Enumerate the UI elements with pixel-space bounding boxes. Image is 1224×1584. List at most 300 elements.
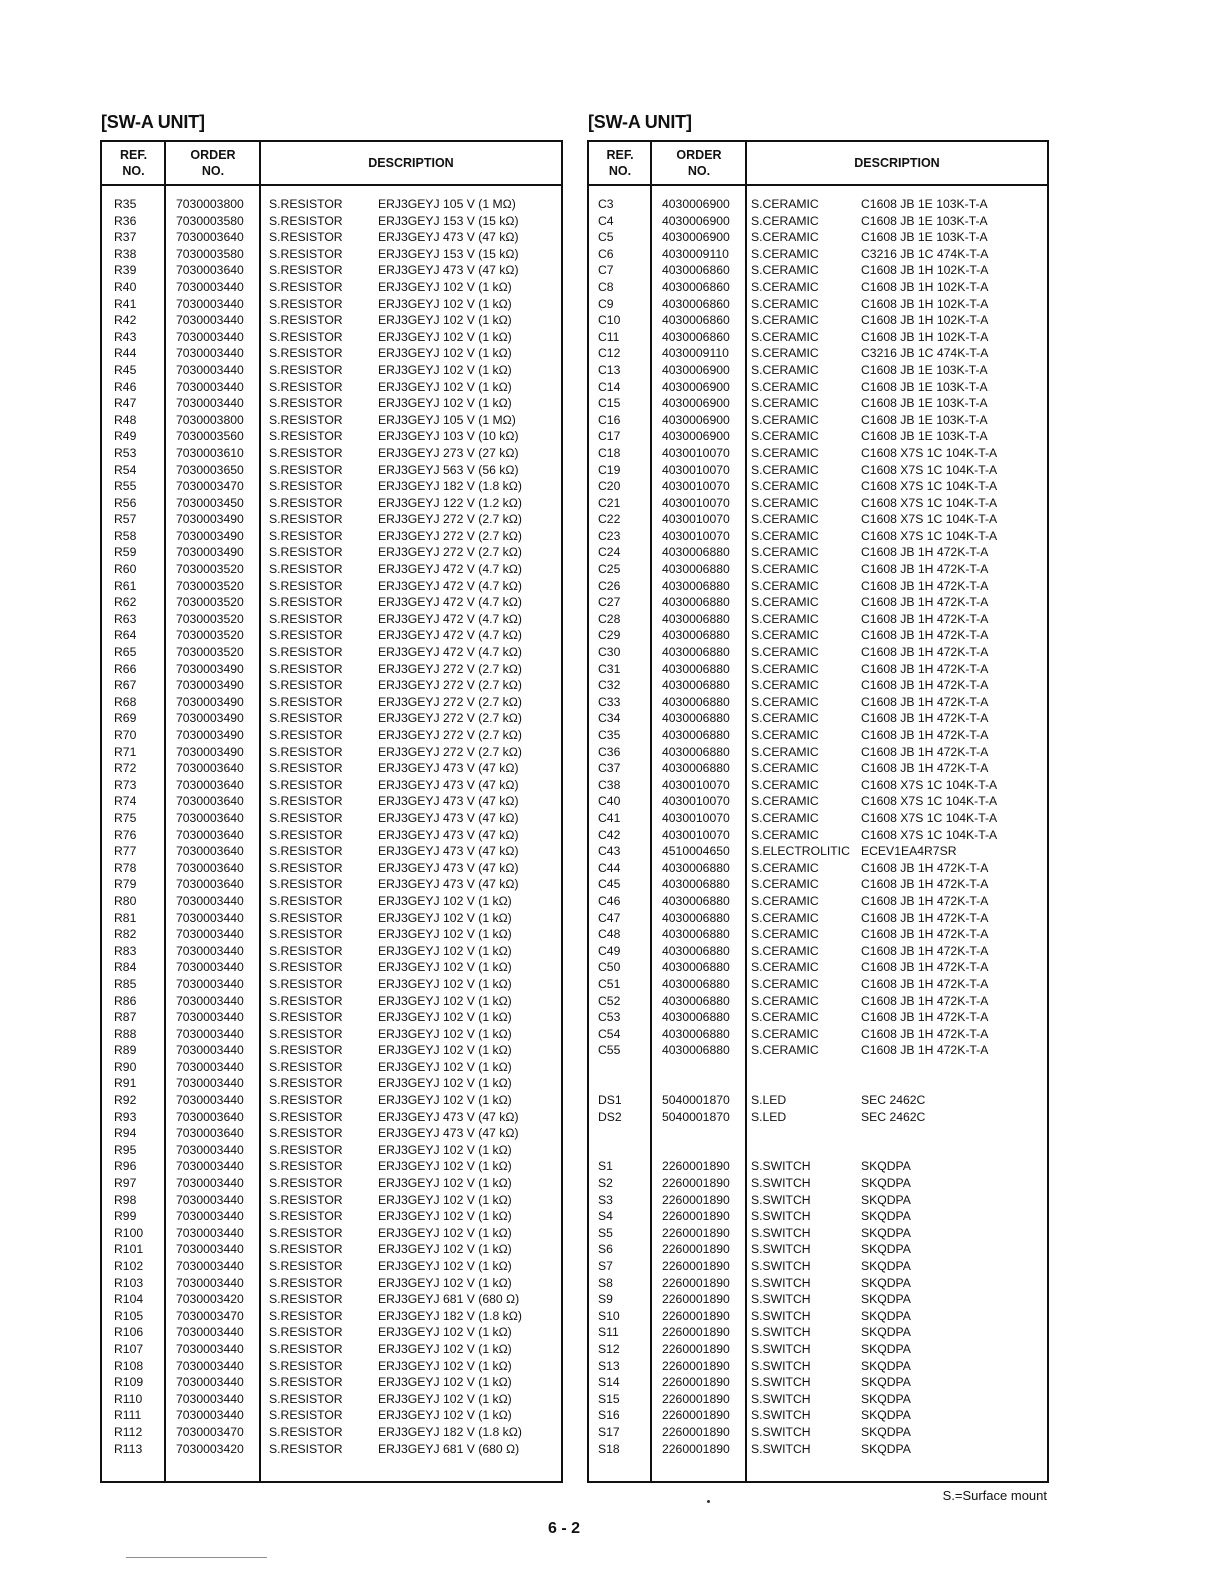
part-number-cell: SKQDPA [861, 1242, 911, 1257]
part-number-cell: C1608 JB 1E 103K-T-A [861, 213, 988, 228]
table-row [102, 578, 561, 595]
left-ref-header-line2: NO. [122, 164, 145, 178]
table-row [589, 976, 1047, 993]
part-number-cell: ERJ3GEYJ 102 V (1 kΩ) [378, 1142, 512, 1157]
type-cell: S.CERAMIC [751, 429, 819, 444]
type-cell: S.CERAMIC [751, 313, 819, 328]
ref-no-cell: C37 [598, 761, 621, 776]
order-no-cell: 4030006880 [662, 694, 730, 709]
table-row [589, 462, 1047, 479]
part-number-cell: ERJ3GEYJ 102 V (1 kΩ) [378, 1341, 512, 1356]
table-row [102, 196, 561, 213]
type-cell: S.CERAMIC [751, 230, 819, 245]
ref-no-cell: C19 [598, 462, 621, 477]
table-row [589, 1042, 1047, 1059]
order-no-cell: 7030003470 [176, 1308, 244, 1323]
type-cell: S.CERAMIC [751, 1010, 819, 1025]
part-number-cell: SKQDPA [861, 1192, 911, 1207]
table-row [102, 1258, 561, 1275]
table-row [589, 777, 1047, 794]
type-cell: S.RESISTOR [269, 1076, 343, 1091]
part-number-cell: SKQDPA [861, 1375, 911, 1390]
order-no-cell: 4030010070 [662, 794, 730, 809]
ref-no-cell: C54 [598, 1026, 621, 1041]
part-number-cell: SKQDPA [861, 1275, 911, 1290]
type-cell: S.CERAMIC [751, 528, 819, 543]
type-cell: S.RESISTOR [269, 1275, 343, 1290]
table-row [589, 744, 1047, 761]
order-no-cell: 2260001890 [662, 1358, 730, 1373]
table-row [589, 1026, 1047, 1043]
left-table-header [102, 142, 561, 186]
table-row [102, 727, 561, 744]
order-no-cell: 7030003440 [176, 1176, 244, 1191]
order-no-cell: 2260001890 [662, 1275, 730, 1290]
type-cell: S.RESISTOR [269, 1159, 343, 1174]
right-order-header-line1: ORDER [676, 148, 722, 162]
ref-no-cell: R59 [114, 545, 137, 560]
ref-no-cell: C52 [598, 993, 621, 1008]
type-cell: S.RESISTOR [269, 197, 343, 211]
type-cell: S.RESISTOR [269, 611, 343, 626]
type-cell: S.RESISTOR [269, 877, 343, 892]
table-row [589, 910, 1047, 927]
part-number-cell: ERJ3GEYJ 102 V (1 kΩ) [378, 1093, 512, 1108]
type-cell: S.CERAMIC [751, 993, 819, 1008]
table-row [102, 1142, 561, 1159]
order-no-cell: 7030003420 [176, 1292, 244, 1307]
order-no-cell: 7030003490 [176, 678, 244, 693]
part-number-cell: C1608 X7S 1C 104K-T-A [861, 827, 998, 842]
part-number-cell: SKQDPA [861, 1225, 911, 1240]
order-no-cell: 7030003650 [176, 462, 244, 477]
order-no-cell: 2260001890 [662, 1209, 730, 1224]
type-cell: S.CERAMIC [751, 595, 819, 610]
ref-no-cell: C7 [598, 263, 614, 278]
ref-no-cell: R104 [114, 1292, 144, 1307]
part-number-cell: ERJ3GEYJ 102 V (1 kΩ) [378, 1242, 512, 1257]
type-cell: S.RESISTOR [269, 645, 343, 660]
right-ref-header-line2: NO. [608, 164, 632, 178]
ref-no-cell: R100 [114, 1225, 144, 1240]
order-no-cell: 7030003440 [176, 1043, 244, 1058]
order-no-cell: 7030003440 [176, 976, 244, 991]
part-number-cell: C1608 JB 1H 472K-T-A [861, 1026, 989, 1041]
table-row [102, 528, 561, 545]
table-row [589, 760, 1047, 777]
part-number-cell: C1608 JB 1H 472K-T-A [861, 562, 989, 577]
ref-no-cell: C48 [598, 927, 621, 942]
order-no-cell: 4030009110 [662, 346, 729, 361]
part-number-cell: C1608 JB 1E 103K-T-A [861, 379, 988, 394]
order-no-cell: 4030006880 [662, 993, 730, 1008]
part-number-cell: C1608 JB 1H 472K-T-A [861, 678, 989, 693]
type-cell: S.SWITCH [751, 1159, 811, 1174]
type-cell: S.CERAMIC [751, 728, 819, 742]
type-cell: S.RESISTOR [269, 263, 343, 278]
part-number-cell: C1608 JB 1H 472K-T-A [861, 1010, 989, 1025]
part-number-cell: SKQDPA [861, 1159, 911, 1174]
table-row [102, 1407, 561, 1424]
ref-no-cell: R42 [114, 313, 137, 328]
ref-no-cell: R57 [114, 512, 137, 527]
table-row [102, 312, 561, 329]
right-description-header [747, 142, 1047, 184]
part-number-cell: C1608 JB 1H 472K-T-A [861, 943, 989, 958]
table-row [589, 578, 1047, 595]
ref-no-cell: R45 [114, 362, 137, 377]
table-row [589, 1109, 1047, 1126]
type-cell: S.RESISTOR [269, 1209, 343, 1224]
order-no-cell: 4030006900 [662, 412, 730, 427]
part-number-cell: ERJ3GEYJ 473 V (47 kΩ) [378, 827, 519, 842]
type-cell: S.RESISTOR [269, 728, 343, 742]
ref-no-cell: R98 [114, 1192, 137, 1207]
order-no-cell: 7030003490 [176, 728, 244, 742]
order-no-cell: 4030010070 [662, 479, 730, 494]
ref-no-cell: C38 [598, 777, 621, 792]
part-number-cell: ERJ3GEYJ 272 V (2.7 kΩ) [378, 744, 522, 759]
ref-no-cell: C45 [598, 877, 621, 892]
table-row [102, 710, 561, 727]
type-cell: S.RESISTOR [269, 960, 343, 975]
table-row [102, 661, 561, 678]
table-row [589, 1358, 1047, 1375]
type-cell: S.RESISTOR [269, 462, 343, 477]
order-no-cell: 4030006880 [662, 628, 730, 643]
ref-no-cell: C3 [598, 197, 614, 211]
ref-no-cell: S10 [598, 1308, 620, 1323]
part-number-cell: ERJ3GEYJ 102 V (1 kΩ) [378, 1325, 512, 1340]
part-number-cell: C1608 JB 1H 102K-T-A [861, 263, 989, 278]
order-no-cell: 7030003520 [176, 611, 244, 626]
part-number-cell: ERJ3GEYJ 182 V (1.8 kΩ) [378, 1424, 522, 1439]
type-cell: S.SWITCH [751, 1391, 811, 1406]
order-no-cell: 4030006860 [662, 296, 730, 311]
table-row [102, 777, 561, 794]
type-cell: S.CERAMIC [751, 562, 819, 577]
type-cell: S.RESISTOR [269, 479, 343, 494]
part-number-cell: ERJ3GEYJ 102 V (1 kΩ) [378, 1043, 512, 1058]
part-number-cell: C1608 JB 1H 472K-T-A [861, 711, 989, 726]
ref-no-cell: C24 [598, 545, 621, 560]
type-cell: S.RESISTOR [269, 1176, 343, 1191]
part-number-cell: SKQDPA [861, 1358, 911, 1373]
order-no-cell: 4030006860 [662, 263, 730, 278]
order-no-cell: 7030003440 [176, 960, 244, 975]
table-row [589, 644, 1047, 661]
ref-no-cell: R95 [114, 1142, 137, 1157]
order-no-cell: 7030003640 [176, 263, 244, 278]
ref-no-cell: C4 [598, 213, 614, 228]
ref-no-cell: R69 [114, 711, 137, 726]
table-row [102, 611, 561, 628]
ref-no-cell: C31 [598, 661, 621, 676]
part-number-cell: ERJ3GEYJ 272 V (2.7 kΩ) [378, 512, 522, 527]
type-cell: S.CERAMIC [751, 744, 819, 759]
ref-no-cell: R74 [114, 794, 137, 809]
type-cell: S.CERAMIC [751, 545, 819, 560]
type-cell: S.RESISTOR [269, 694, 343, 709]
order-no-cell: 7030003440 [176, 1159, 244, 1174]
order-no-cell: 7030003440 [176, 927, 244, 942]
ref-no-cell: R113 [114, 1441, 143, 1456]
table-row [102, 1241, 561, 1258]
ref-no-cell: R46 [114, 379, 137, 394]
ref-no-cell: R38 [114, 246, 137, 261]
left-order-header-line1: ORDER [190, 148, 236, 162]
ref-no-cell: R64 [114, 628, 137, 643]
ref-no-cell: R82 [114, 927, 137, 942]
part-number-cell: ERJ3GEYJ 472 V (4.7 kΩ) [378, 645, 522, 660]
part-number-cell: ERJ3GEYJ 102 V (1 kΩ) [378, 1259, 512, 1273]
type-cell: S.RESISTOR [269, 1225, 343, 1240]
type-cell: S.RESISTOR [269, 1093, 343, 1108]
order-no-cell: 2260001890 [662, 1242, 730, 1257]
part-number-cell: ERJ3GEYJ 182 V (1.8 kΩ) [378, 479, 522, 494]
left-order-header [166, 142, 260, 184]
order-no-cell: 7030003440 [176, 1225, 244, 1240]
ref-no-cell: R49 [114, 429, 137, 444]
table-row [589, 843, 1047, 860]
ref-no-cell: C12 [598, 346, 621, 361]
right-table-header [589, 142, 1047, 186]
part-number-cell: ERJ3GEYJ 272 V (2.7 kΩ) [378, 528, 522, 543]
order-no-cell: 4030006880 [662, 595, 730, 610]
order-no-cell: 4030006880 [662, 960, 730, 975]
table-row [589, 1225, 1047, 1242]
page-number: 6 - 2 [548, 1520, 581, 1537]
type-cell: S.CERAMIC [751, 213, 819, 228]
part-number-cell: ERJ3GEYJ 102 V (1 kΩ) [378, 396, 512, 411]
ref-no-cell: R105 [114, 1308, 144, 1323]
order-no-cell: 2260001890 [662, 1159, 730, 1174]
order-no-cell: 7030003800 [176, 412, 244, 427]
part-number-cell: SKQDPA [861, 1325, 911, 1340]
order-no-cell: 7030003470 [176, 479, 244, 494]
left-description-header [261, 142, 561, 184]
type-cell: S.CERAMIC [751, 462, 819, 477]
order-no-cell: 2260001890 [662, 1375, 730, 1390]
type-cell: S.SWITCH [751, 1176, 811, 1191]
part-number-cell: SKQDPA [861, 1176, 911, 1191]
table-row [102, 993, 561, 1010]
order-no-cell: 7030003640 [176, 761, 244, 776]
table-row [102, 910, 561, 927]
table-row [102, 744, 561, 761]
type-cell: S.RESISTOR [269, 1308, 343, 1323]
ref-no-cell: C30 [598, 645, 621, 660]
order-no-cell: 7030003440 [176, 1341, 244, 1356]
ref-no-cell: C21 [598, 495, 621, 510]
type-cell: S.SWITCH [751, 1242, 811, 1257]
table-row [589, 1009, 1047, 1026]
order-no-cell: 4030010070 [662, 462, 730, 477]
part-number-cell: ERJ3GEYJ 102 V (1 kΩ) [378, 1375, 512, 1390]
type-cell: S.RESISTOR [269, 628, 343, 643]
type-cell: S.CERAMIC [751, 943, 819, 958]
order-no-cell: 2260001890 [662, 1325, 730, 1340]
ref-no-cell: C23 [598, 528, 621, 543]
table-row [589, 710, 1047, 727]
ref-no-cell: DS2 [598, 1109, 622, 1124]
type-cell: S.CERAMIC [751, 512, 819, 527]
table-row [102, 843, 561, 860]
order-no-cell: 7030003440 [176, 396, 244, 411]
order-no-cell: 4030006900 [662, 362, 730, 377]
order-no-cell: 7030003440 [176, 1026, 244, 1041]
ref-no-cell: R73 [114, 777, 137, 792]
ref-no-cell: C6 [598, 246, 614, 261]
order-no-cell: 4030006880 [662, 761, 730, 776]
table-row [589, 1341, 1047, 1358]
ref-no-cell: C16 [598, 412, 621, 427]
order-no-cell: 7030003440 [176, 346, 244, 361]
order-no-cell: 4030006880 [662, 661, 730, 676]
order-no-cell: 2260001890 [662, 1259, 730, 1273]
part-number-cell: ERJ3GEYJ 102 V (1 kΩ) [378, 976, 512, 991]
ref-no-cell: R72 [114, 761, 137, 776]
table-row [102, 677, 561, 694]
left-ref-header-line1: REF. [119, 148, 148, 162]
ref-no-cell: R107 [114, 1341, 144, 1356]
type-cell: S.RESISTOR [269, 1043, 343, 1058]
ref-no-cell: S13 [598, 1358, 620, 1373]
ref-no-cell: C51 [598, 976, 621, 991]
table-row [589, 528, 1047, 545]
type-cell: S.CERAMIC [751, 396, 819, 411]
part-number-cell: C1608 JB 1H 472K-T-A [861, 744, 989, 759]
part-number-cell: ERJ3GEYJ 473 V (47 kΩ) [378, 877, 519, 892]
order-no-cell: 7030003420 [176, 1441, 244, 1456]
table-row [102, 1341, 561, 1358]
order-no-cell: 4030006900 [662, 429, 730, 444]
table-row [589, 1075, 1047, 1092]
type-cell: S.CERAMIC [751, 645, 819, 660]
part-number-cell: C1608 JB 1H 472K-T-A [861, 976, 989, 991]
part-number-cell: ERJ3GEYJ 102 V (1 kΩ) [378, 1408, 512, 1423]
left-description-header-label: DESCRIPTION [368, 156, 454, 170]
part-number-cell: C1608 JB 1H 472K-T-A [861, 645, 989, 660]
order-no-cell: 7030003490 [176, 711, 244, 726]
part-number-cell: SKQDPA [861, 1391, 911, 1406]
type-cell: S.RESISTOR [269, 1109, 343, 1124]
order-no-cell: 7030003640 [176, 877, 244, 892]
type-cell: S.RESISTOR [269, 910, 343, 925]
type-cell: S.RESISTOR [269, 1341, 343, 1356]
ref-no-cell: S5 [598, 1225, 613, 1240]
type-cell: S.RESISTOR [269, 1358, 343, 1373]
table-row [589, 694, 1047, 711]
part-number-cell: ERJ3GEYJ 102 V (1 kΩ) [378, 910, 512, 925]
part-number-cell: ERJ3GEYJ 272 V (2.7 kΩ) [378, 678, 522, 693]
table-row [102, 1391, 561, 1408]
type-cell: S.RESISTOR [269, 1375, 343, 1390]
table-row [589, 594, 1047, 611]
type-cell: S.RESISTOR [269, 246, 343, 261]
order-no-cell: 2260001890 [662, 1308, 730, 1323]
ref-no-cell: R94 [114, 1126, 137, 1141]
part-number-cell: C1608 JB 1E 103K-T-A [861, 197, 988, 211]
table-row [102, 279, 561, 296]
order-no-cell: 5040001870 [662, 1109, 730, 1124]
ref-no-cell: R81 [114, 910, 137, 925]
type-cell: S.SWITCH [751, 1358, 811, 1373]
table-row [102, 246, 561, 263]
table-row [102, 1092, 561, 1109]
order-no-cell: 7030003440 [176, 1093, 244, 1108]
type-cell: S.RESISTOR [269, 1026, 343, 1041]
ref-no-cell: R36 [114, 213, 137, 228]
ref-no-cell: S3 [598, 1192, 613, 1207]
ref-no-cell: R101 [114, 1242, 144, 1257]
ref-no-cell: S6 [598, 1242, 613, 1257]
part-number-cell: ERJ3GEYJ 102 V (1 kΩ) [378, 362, 512, 377]
type-cell: S.CERAMIC [751, 362, 819, 377]
part-number-cell: C1608 JB 1H 472K-T-A [861, 927, 989, 942]
order-no-cell: 4030009110 [662, 246, 729, 261]
part-number-cell: ERJ3GEYJ 102 V (1 kΩ) [378, 279, 512, 294]
order-no-cell: 7030003520 [176, 645, 244, 660]
part-number-cell: ERJ3GEYJ 472 V (4.7 kΩ) [378, 611, 522, 626]
ref-no-cell: R54 [114, 462, 137, 477]
table-row [589, 279, 1047, 296]
type-cell: S.RESISTOR [269, 1391, 343, 1406]
type-cell: S.CERAMIC [751, 611, 819, 626]
table-row [102, 1125, 561, 1142]
order-no-cell: 2260001890 [662, 1176, 730, 1191]
table-row [589, 1142, 1047, 1159]
ref-no-cell: C34 [598, 711, 621, 726]
type-cell: S.CERAMIC [751, 479, 819, 494]
part-number-cell: ERJ3GEYJ 102 V (1 kΩ) [378, 1209, 512, 1224]
type-cell: S.CERAMIC [751, 279, 819, 294]
type-cell: S.RESISTOR [269, 927, 343, 942]
part-number-cell: C1608 JB 1H 472K-T-A [861, 910, 989, 925]
order-no-cell: 4030010070 [662, 777, 730, 792]
part-number-cell: C1608 JB 1H 472K-T-A [861, 893, 989, 908]
table-row [589, 793, 1047, 810]
part-number-cell: C1608 JB 1H 472K-T-A [861, 578, 989, 593]
part-number-cell: C1608 JB 1H 472K-T-A [861, 761, 989, 776]
part-number-cell: SKQDPA [861, 1408, 911, 1423]
part-number-cell: ERJ3GEYJ 473 V (47 kΩ) [378, 263, 519, 278]
table-row [589, 1059, 1047, 1076]
table-row [589, 213, 1047, 230]
type-cell: S.RESISTOR [269, 396, 343, 411]
table-row [102, 445, 561, 462]
type-cell: S.RESISTOR [269, 976, 343, 991]
order-no-cell: 7030003520 [176, 628, 244, 643]
type-cell: S.CERAMIC [751, 329, 819, 344]
ref-no-cell: R89 [114, 1043, 137, 1058]
ref-no-cell: R102 [114, 1259, 144, 1273]
type-cell: S.CERAMIC [751, 296, 819, 311]
type-cell: S.CERAMIC [751, 495, 819, 510]
ref-no-cell: R56 [114, 495, 137, 510]
order-no-cell: 7030003440 [176, 1259, 244, 1273]
part-number-cell: C1608 JB 1H 102K-T-A [861, 329, 989, 344]
ref-no-cell: R48 [114, 412, 137, 427]
table-row [589, 1125, 1047, 1142]
ref-no-cell: S15 [598, 1391, 620, 1406]
type-cell: S.RESISTOR [269, 661, 343, 676]
part-number-cell: ERJ3GEYJ 102 V (1 kΩ) [378, 960, 512, 975]
ref-no-cell: R97 [114, 1176, 137, 1191]
ref-no-cell: R62 [114, 595, 137, 610]
part-number-cell: ERJ3GEYJ 102 V (1 kΩ) [378, 1358, 512, 1373]
order-no-cell: 5040001870 [662, 1093, 730, 1108]
